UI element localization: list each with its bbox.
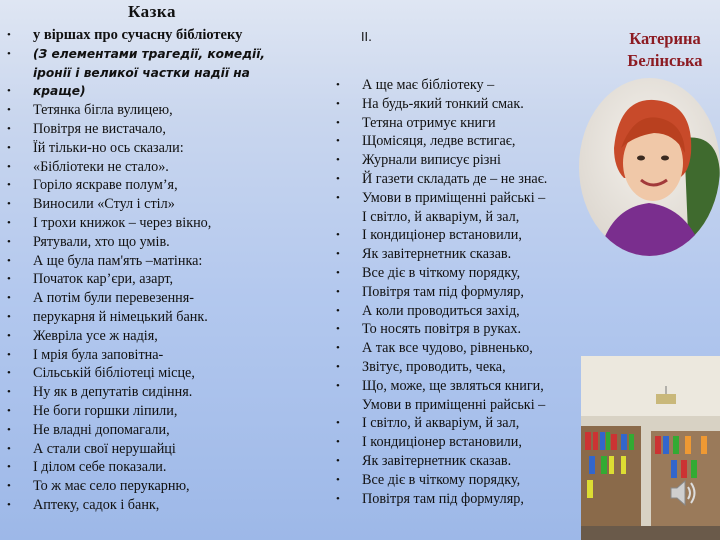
bullet-marker: •: [7, 198, 11, 211]
poem-line: [336, 245, 586, 264]
poem-line-text: Повітря там під формуляр,: [362, 283, 524, 300]
bullet-marker: •: [336, 248, 340, 261]
slide-title: Казка: [128, 2, 176, 21]
poem-line: [7, 214, 337, 233]
bullet-marker: •: [7, 216, 11, 229]
poem-column-right: [336, 76, 586, 508]
poem-line-text: А стали свої нерушайці: [33, 440, 176, 457]
poem-line: [7, 364, 337, 383]
poem-line: [7, 64, 337, 83]
poem-line-text: Й газети складать де – не знає.: [362, 170, 548, 187]
poem-line-text: Рятували, хто що умів.: [33, 233, 170, 250]
bullet-marker: •: [7, 423, 11, 436]
poem-line-text: І трохи книжок – через вікно,: [33, 214, 212, 231]
poem-line: [336, 95, 586, 114]
poem-line: [336, 433, 586, 452]
poem-line-text: (З елементами трагедії, комедії,: [33, 46, 266, 61]
poem-line-text: Тетянка бігла вулицею,: [33, 102, 173, 119]
poem-line-text: «Бібліотеки не стало».: [33, 158, 169, 175]
poem-line-text: То носять повітря в руках.: [362, 321, 522, 338]
poem-line-text: Виносили «Стул і стіл»: [33, 196, 175, 213]
poem-line: [7, 45, 337, 64]
bullet-marker: •: [7, 122, 11, 135]
bullet-marker: •: [7, 160, 11, 173]
bullet-marker: •: [7, 480, 11, 493]
bullet-marker: •: [7, 498, 11, 511]
poem-line: [7, 139, 337, 158]
poem-line: [336, 114, 586, 133]
poem-line: [7, 327, 337, 346]
poem-line: [336, 358, 586, 377]
bullet-marker: •: [7, 404, 11, 417]
bullet-marker: •: [336, 473, 340, 486]
bullet-marker: •: [336, 154, 340, 167]
poem-line-text: Початок кар’єри, азарт,: [33, 271, 174, 288]
poem-line: [7, 346, 337, 365]
bullet-marker: •: [7, 85, 11, 98]
bullet-marker: •: [7, 292, 11, 305]
bullet-marker: •: [7, 348, 11, 361]
poem-line: [336, 76, 586, 95]
author-first-name: Катерина: [629, 29, 701, 48]
author-last-name: Белінська: [627, 51, 703, 70]
poem-line-text: Повітря не вистачало,: [33, 120, 166, 137]
poem-line: [7, 440, 337, 459]
poem-line-text: у віршах про сучасну бібліотеку: [33, 27, 243, 43]
poem-line: [336, 189, 586, 208]
poem-line-text: Повітря там під формуляр,: [362, 490, 524, 507]
bullet-marker: •: [7, 461, 11, 474]
bullet-marker: •: [336, 323, 340, 336]
bullet-marker: •: [336, 342, 340, 355]
poem-line: [336, 396, 586, 415]
poem-line: [7, 421, 337, 440]
bullet-marker: •: [336, 191, 340, 204]
bullet-marker: •: [7, 442, 11, 455]
bullet-marker: •: [7, 141, 11, 154]
poem-line: [7, 496, 337, 515]
poem-line: [336, 132, 586, 151]
poem-line: [336, 452, 586, 471]
poem-line: [336, 151, 586, 170]
poem-line-text: І світло, й акваріум, й зал,: [362, 208, 520, 225]
poem-line-text: Як завітернетник сказав.: [362, 246, 512, 263]
bullet-marker: •: [336, 360, 340, 373]
poem-line-text: іронії і великої частки надії на: [33, 65, 250, 80]
poem-line-text: Їй тільки-но ось сказали:: [33, 139, 184, 156]
poem-line: [7, 402, 337, 421]
poem-line-text: Умови в приміщенні райські –: [362, 396, 546, 413]
bullet-marker: •: [336, 304, 340, 317]
poem-line: [336, 283, 586, 302]
bullet-marker: •: [336, 116, 340, 129]
poem-line: [336, 320, 586, 339]
bullet-marker: •: [7, 254, 11, 267]
bullet-marker: •: [7, 179, 11, 192]
poem-line: [7, 82, 337, 101]
poem-line-text: Ну як в депутатів сидіння.: [33, 384, 193, 401]
poem-line: [7, 477, 337, 496]
poem-line: [7, 101, 337, 120]
bullet-marker: •: [7, 235, 11, 248]
poem-line: [7, 158, 337, 177]
poem-line-text: І кондиціонер встановили,: [362, 227, 522, 244]
poem-line-text: І ділом себе показали.: [33, 459, 167, 476]
bullet-marker: •: [336, 79, 340, 91]
poem-line-text: Не владні допомагали,: [33, 421, 170, 438]
poem-line: [7, 195, 337, 214]
poem-line: [336, 302, 586, 321]
bullet-marker: •: [336, 417, 340, 430]
bullet-marker: •: [336, 266, 340, 279]
bullet-marker: •: [336, 492, 340, 505]
poem-line: [336, 226, 586, 245]
poem-line: [336, 377, 586, 396]
poem-line-text: Сільській бібліотеці місце,: [33, 365, 195, 382]
poem-line-text: Тетяна отримує книги: [362, 114, 496, 131]
poem-line-text: А так все чудово, рівненько,: [362, 340, 533, 357]
bullet-marker: •: [336, 285, 340, 298]
poem-line: [7, 458, 337, 477]
poem-line-text: І світло, й акваріум, й зал,: [362, 415, 520, 432]
poem-line: [336, 264, 586, 283]
poem-line-text: На будь-який тонкий смак.: [362, 95, 524, 112]
bullet-marker: •: [336, 97, 340, 110]
bullet-marker: •: [7, 386, 11, 399]
poem-line: [7, 233, 337, 252]
bullet-marker: •: [336, 454, 340, 467]
poem-line: [336, 490, 586, 509]
poem-line: [7, 120, 337, 139]
poem-line-text: Щомісяця, ледве встигає,: [362, 133, 516, 150]
author-name: [610, 28, 720, 72]
bullet-marker: •: [7, 273, 11, 286]
poem-line-text: А потім були перевезення-: [33, 290, 195, 307]
bullet-marker: •: [7, 47, 11, 60]
bullet-marker: •: [7, 329, 11, 342]
poem-line-text: Звітує, проводить, чека,: [362, 358, 506, 375]
bullet-marker: •: [7, 310, 11, 323]
poem-line-text: Журнали виписує різні: [362, 152, 501, 169]
poem-line: [7, 176, 337, 195]
bullet-marker: •: [336, 229, 340, 242]
poem-line: [7, 252, 337, 271]
poem-line-text: Жевріла усе ж надія,: [33, 327, 158, 344]
poem-line-text: Все діє в чіткому порядку,: [362, 471, 521, 488]
poem-line: [7, 289, 337, 308]
poem-line-text: А ще була пам'ять –матінка:: [33, 252, 203, 269]
poem-line-text: Аптеку, садок і банк,: [33, 496, 160, 513]
bullet-marker: •: [7, 367, 11, 380]
poem-line: [7, 383, 337, 402]
poem-line-text: То ж має село перукарню,: [33, 478, 190, 495]
library-photo: [581, 356, 720, 540]
poem-line-text: А коли проводиться захід,: [362, 302, 520, 319]
bullet-marker: •: [7, 29, 11, 41]
bullet-marker: •: [336, 135, 340, 148]
poem-line-text: Горіло яскраве полум’я,: [33, 177, 178, 194]
part-number: ІІ.: [361, 30, 372, 44]
poem-line-text: перукарня й німецький банк.: [33, 308, 208, 325]
author-photo: [579, 78, 720, 256]
poem-line: [7, 308, 337, 327]
poem-line: [7, 26, 337, 45]
poem-line-text: Як завітернетник сказав.: [362, 452, 512, 469]
poem-line-text: Умови в приміщенні райські –: [362, 189, 546, 206]
poem-line-text: краще): [33, 84, 86, 99]
bullet-marker: •: [336, 379, 340, 392]
poem-line: [7, 270, 337, 289]
bullet-marker: •: [7, 104, 11, 117]
speaker-icon[interactable]: [668, 476, 698, 510]
poem-line: [336, 170, 586, 189]
poem-line: [336, 339, 586, 358]
poem-line: [336, 208, 586, 227]
poem-line-text: Не боги горшки ліпили,: [33, 402, 178, 419]
bullet-marker: •: [336, 436, 340, 449]
poem-line-text: Що, може, ще звляться книги,: [362, 377, 544, 394]
poem-column-left: [7, 26, 337, 515]
bullet-marker: •: [336, 172, 340, 185]
poem-line-text: І кондиціонер встановили,: [362, 434, 522, 451]
poem-line-text: І мрія була заповітна-: [33, 346, 164, 363]
poem-line: [336, 414, 586, 433]
poem-line: [336, 471, 586, 490]
poem-line-text: А ще має бібліотеку –: [362, 77, 495, 93]
poem-line-text: Все діє в чіткому порядку,: [362, 264, 521, 281]
